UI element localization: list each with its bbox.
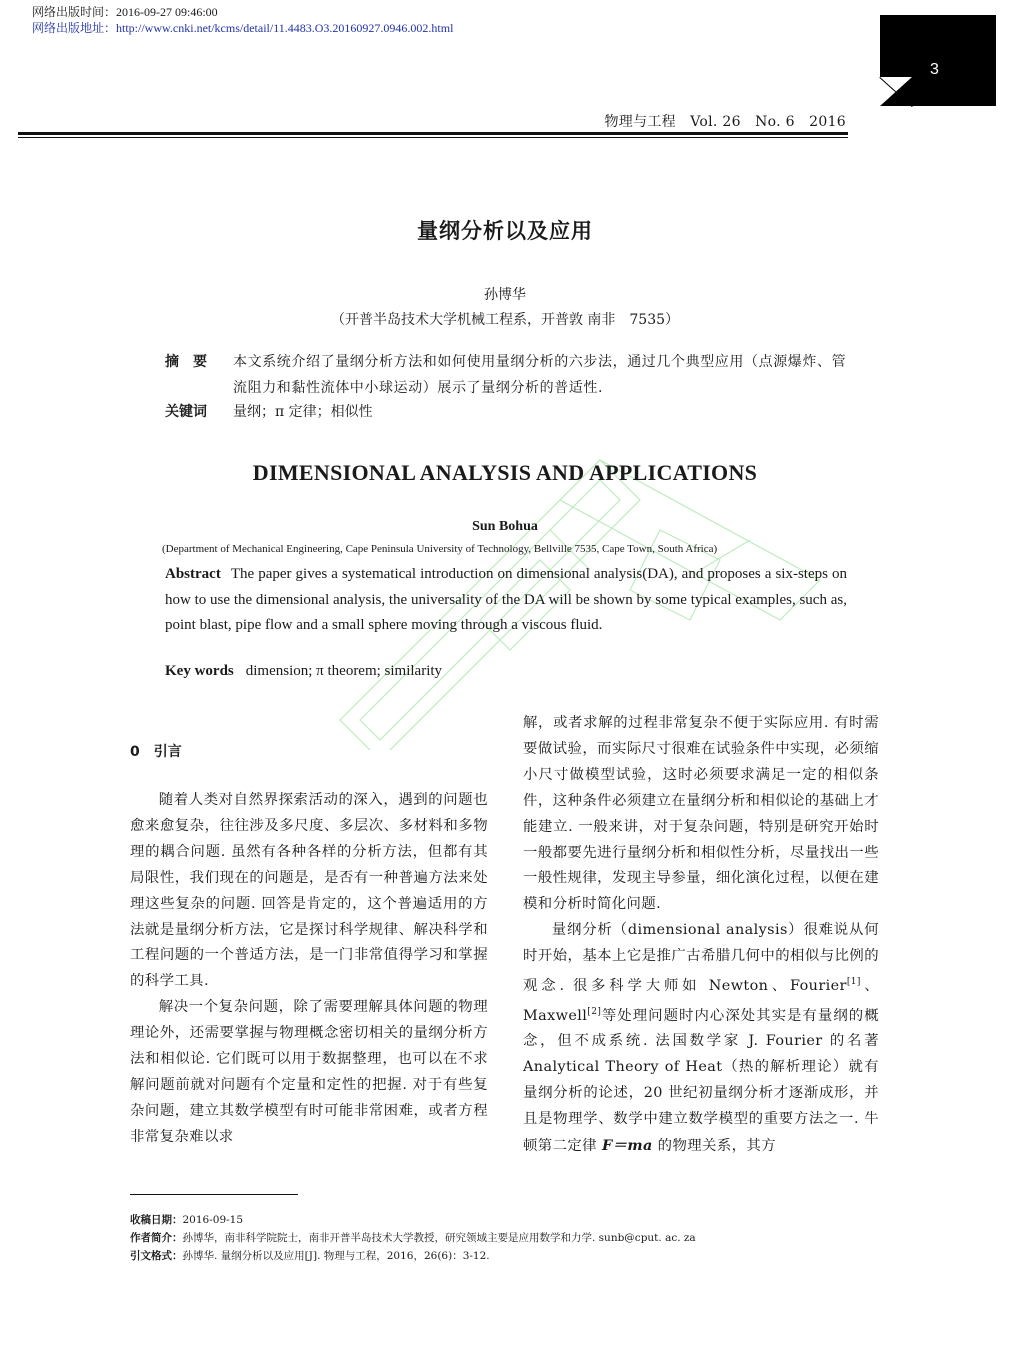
header-rule-thick <box>18 132 848 135</box>
author-bio: 孙博华，南非科学院院士，南非开普半岛技术大学教授，研究领域主要是应用数学和力学. sunb@cput. ac. za <box>182 1232 696 1244</box>
abstract-cn <box>165 349 849 401</box>
paragraph: 随着人类对自然界探索活动的深入，遇到的问题也愈来愈复杂，往往涉及多尺度、多层次、多材料和多物理的耦合问题. 虽然有各种各样的分析方法，但都有其局限性，我们现在的问题是，是否有一种普遍方法来处理这些复杂的问题. 回答是肯定的，这个普遍适用的方法就是量纲分析方法，它是探讨科学规律、解决科学和工程问题的一个普适方法，是一门非常值得学习和掌握的科学工具. <box>130 792 488 990</box>
journal-header: 物理与工程 Vol. 26 No. 6 2016 <box>604 114 846 130</box>
received-label: 收稿日期： <box>130 1214 183 1226</box>
abstract-en <box>165 562 847 639</box>
keywords-en <box>165 663 442 680</box>
header-rule-thin <box>18 137 848 138</box>
pub-url-link[interactable]: http://www.cnki.net/kcms/detail/11.4483.O3.20160927.0946.002.html <box>116 21 454 35</box>
pub-time-label: 网络出版时间： <box>32 5 117 19</box>
footnote-rule <box>130 1194 298 1195</box>
abstract-cn-label: 摘 要 <box>165 354 207 370</box>
paragraph: 解决一个复杂问题，除了需要理解具体问题的物理理论外，还需要掌握与物理概念密切相关的量纲分析方法和相似论. 它们既可以用于数据整理，也可以在不求解问题前就对问题有个定量和定性的把握. 对于有些复杂问题，建立其数学模型有时可能非常困难，或者方程非常复杂难以求 <box>130 999 488 1145</box>
citation-format-label: 引文格式： <box>130 1250 183 1262</box>
keywords-en-label: Key words <box>165 663 234 679</box>
pub-time-value: 2016-09-27 09:46:00 <box>116 5 218 19</box>
author-name-en: Sun Bohua <box>472 519 538 534</box>
body-column-left <box>130 788 488 1151</box>
keywords-en-text: dimension; π theorem; similarity <box>245 663 443 679</box>
keywords-cn <box>165 401 373 421</box>
received-date: 2016-09-15 <box>182 1214 244 1226</box>
pub-url-label: 网络出版地址： <box>32 21 117 35</box>
online-publication-info <box>32 4 453 36</box>
footnotes <box>130 1211 890 1265</box>
paper-title-en: DIMENSIONAL ANALYSIS AND APPLICATIONS <box>252 460 758 485</box>
keywords-cn-label: 关键词 <box>165 404 207 420</box>
citation-ref-2[interactable]: [2] <box>587 1006 602 1017</box>
abstract-en-text: The paper gives a systematical introduction on dimensional analysis(DA), and proposes a six-steps on how to use the dimensional analysis, the universality of the DA will be shown by some typical examples, such as, point blast, pipe flow and a small sphere moving through a viscous fluid. <box>165 566 847 633</box>
body-column-right <box>523 711 879 1160</box>
affiliation-en: (Department of Mechanical Engineering, Cape Peninsula University of Technology, Bellville 7535, Cape Town, South Africa) <box>162 543 718 555</box>
paper-title-cn: 量纲分析以及应用 <box>417 219 593 243</box>
keywords-cn-text: 量纲；π 定律；相似性 <box>233 404 373 420</box>
paragraph: 解，或者求解的过程非常复杂不便于实际应用. 有时需要做试验，而实际尺寸很难在试验条件中实现，必须缩小尺寸做模型试验，这时必须要求满足一定的相似条件，这种条件必须建立在量纲分析和相似论的基础上才能建立. 一般来讲，对于复杂问题，特别是研究开始时一般都要先进行量纲分析和相似性分析，尽量找出一些一般性规律，发现主导参量，细化演化过程，以便在建模和分析时简化问题. <box>523 715 879 913</box>
author-bio-label: 作者简介： <box>130 1232 183 1244</box>
abstract-en-label: Abstract <box>165 566 221 582</box>
section-heading-introduction: 0 引言 <box>130 744 182 760</box>
paragraph: 量纲分析（dimensional analysis）很难说从何时开始，基本上它是推广古希腊几何中的相似与比例的观念. 很多科学大师如 Newton、Fourier[1]、Maxwell[2]等处理问题时内心深处其实是有量纲的概念，但不成系统. 法国数学家 J. Fourier 的名著 Analytical Theory of Heat（热的解析理论）就有量纲分析的论述，20 世纪初量纲分析才逐渐成形，并且是物理学、数学中建立数学模型的重要方法之一. 牛顿第二定律 F＝ma 的物理关系，其方 <box>523 922 879 1155</box>
affiliation-cn: （开普半岛技术大学机械工程系，开普敦 南非 7535） <box>330 312 680 328</box>
page-number-tab <box>880 15 996 106</box>
formula-newton-second-law: F＝ma <box>601 1137 653 1155</box>
page-number: 3 <box>930 61 939 78</box>
citation-ref-1[interactable]: [1] <box>846 977 861 988</box>
abstract-cn-text: 本文系统介绍了量纲分析方法和如何使用量纲分析的六步法，通过几个典型应用（点源爆炸、管流阻力和黏性流体中小球运动）展示了量纲分析的普适性. <box>233 354 847 396</box>
citation-format: 孙博华. 量纲分析以及应用[J]. 物理与工程，2016，26(6)：3-12. <box>182 1250 490 1262</box>
author-name-cn: 孙博华 <box>484 287 526 303</box>
